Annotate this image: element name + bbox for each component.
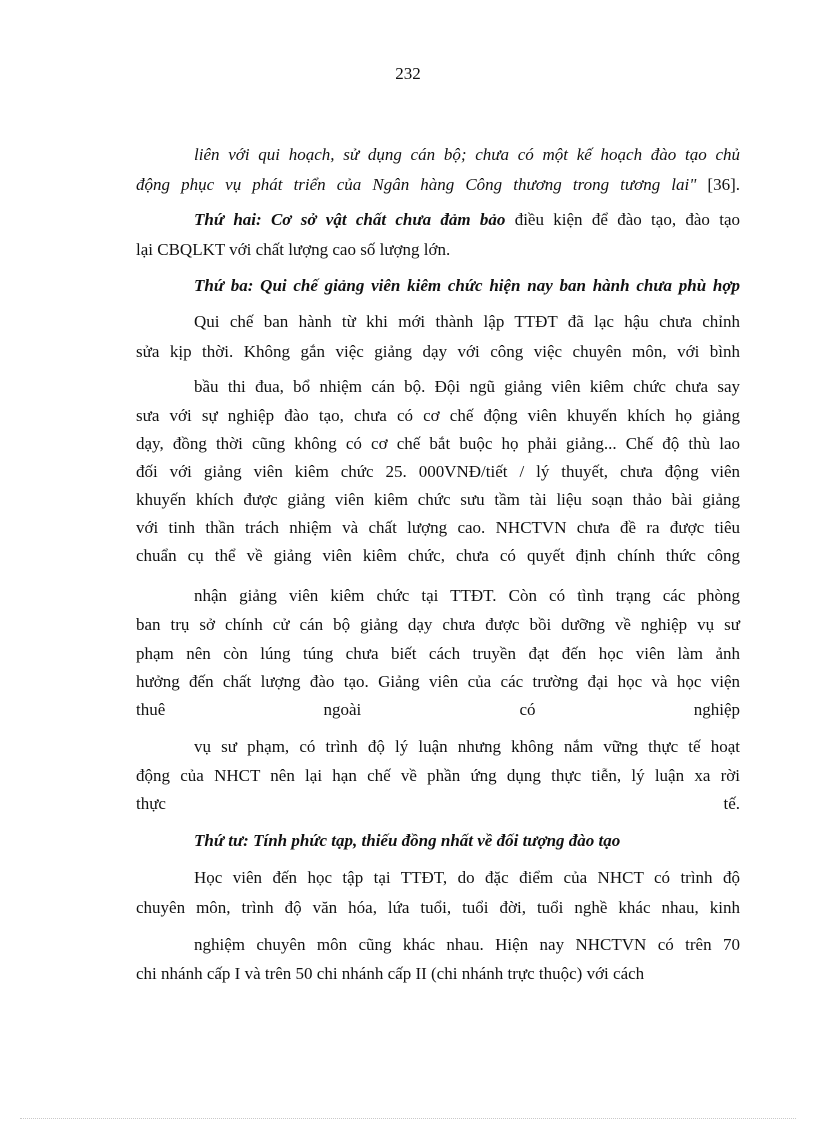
paragraph-line: chuẩn cụ thể về giảng viên kiêm chức, chưa có quyết định chính thức công	[136, 546, 740, 565]
quote-line-1: liên với qui hoạch, sử dụng cán bộ; chưa có một kế hoạch đào tạo chủ	[194, 145, 740, 164]
paragraph-line: dạy, đồng thời cũng không có cơ chế bắt buộc họ phải giảng... Chế độ thù lao	[136, 434, 740, 453]
paragraph-line: ban trụ sở chính cử cán bộ giảng dạy chưa được bồi dưỡng về nghiệp vụ sư	[136, 615, 740, 634]
page-number: 232	[395, 64, 421, 83]
paragraph-line: bầu thi đua, bổ nhiệm cán bộ. Đội ngũ giảng viên kiêm chức chưa say	[194, 377, 740, 396]
paragraph-line: đối với giảng viên kiêm chức 25. 000VNĐ/tiết / lý thuyết, chưa động viên	[136, 462, 740, 481]
item-2-line-2: lại CBQLKT với chất lượng cao số lượng lớn.	[136, 240, 451, 259]
paragraph-line: nhận giảng viên kiêm chức tại TTĐT. Còn có tình trạng các phòng	[194, 586, 740, 605]
item-4-heading: Thứ tư: Tính phức tạp, thiếu đồng nhất về đối tượng đào tạo	[194, 831, 621, 850]
item-2-line-1	[194, 208, 740, 232]
paragraph-line: chi nhánh cấp I và trên 50 chi nhánh cấp II (chi nhánh trực thuộc) với cách	[136, 964, 645, 983]
page-bottom-rule	[20, 1118, 796, 1119]
item-2-heading: Thứ hai: Cơ sở vật chất chưa đảm bảo	[194, 210, 506, 229]
paragraph-line: nghiệm chuyên môn cũng khác nhau. Hiện nay NHCTVN có trên 70	[194, 935, 740, 954]
paragraph-line: sưa với sự nghiệp đào tạo, chưa có cơ chế động viên khuyến khích họ giảng	[136, 406, 740, 425]
paragraph-line: Qui chế ban hành từ khi mới thành lập TTĐT đã lạc hậu chưa chỉnh	[194, 312, 740, 331]
item-2-text: điều kiện để đào tạo, đào tạo	[505, 210, 740, 229]
paragraph-line: vụ sư phạm, có trình độ lý luận nhưng không nắm vững thực tế hoạt	[194, 737, 740, 756]
paragraph-line: khuyến khích được giảng viên kiêm chức sưu tầm tài liệu soạn thảo bài giảng	[136, 490, 740, 509]
quote-line-2	[136, 173, 740, 197]
paragraph-line: phạm nên còn lúng túng chưa biết cách truyền đạt đến học viên làm ảnh	[136, 644, 740, 663]
paragraph-line: thuê ngoài có nghiệp	[136, 700, 740, 719]
item-3-heading: Thứ ba: Qui chế giảng viên kiêm chức hiện nay ban hành chưa phù hợp	[194, 276, 740, 295]
quote-text: động phục vụ phát triển của Ngân hàng Công thương trong tương lai"	[136, 175, 697, 194]
paragraph-line: động của NHCT nên lại hạn chế về phần ứng dụng thực tiễn, lý luận xa rời	[136, 766, 740, 785]
paragraph-line: thực tế.	[136, 794, 740, 813]
citation-ref: [36].	[696, 175, 740, 194]
paragraph-line: hưởng đến chất lượng đào tạo. Giảng viên của các trường đại học và học viện	[136, 672, 740, 691]
paragraph-line: với tinh thần trách nhiệm và chất lượng cao. NHCTVN chưa đề ra được tiêu	[136, 518, 740, 537]
paragraph-line: Học viên đến học tập tại TTĐT, do đặc điểm của NHCT có trình độ	[194, 868, 740, 887]
paragraph-line: chuyên môn, trình độ văn hóa, lứa tuổi, tuổi đời, tuổi nghề khác nhau, kinh	[136, 898, 740, 917]
paragraph-line: sửa kịp thời. Không gắn việc giảng dạy với công việc chuyên môn, với bình	[136, 342, 740, 361]
